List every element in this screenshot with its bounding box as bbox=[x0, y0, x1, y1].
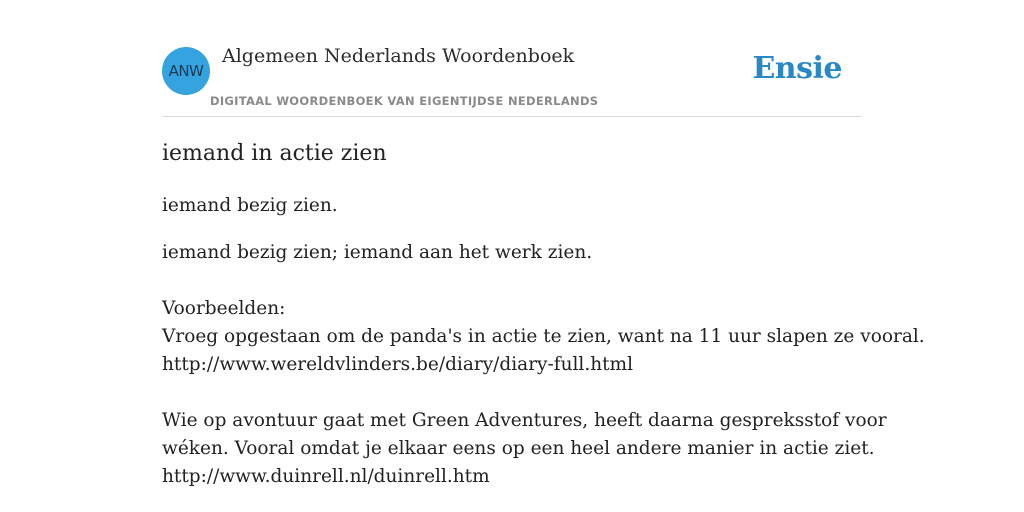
spacer bbox=[162, 379, 862, 407]
example-source: http://www.duinrell.nl/duinrell.htm bbox=[162, 466, 490, 487]
ensie-brand-logo[interactable]: Ensie bbox=[752, 51, 842, 86]
example-text: Vroeg opgestaan om de panda's in actie te zien, want na 11 uur slapen ze vooral. bbox=[162, 326, 925, 347]
entry-title: iemand in actie zien bbox=[162, 141, 387, 166]
site-header bbox=[162, 0, 862, 117]
examples-label: Voorbeelden: bbox=[162, 298, 286, 319]
site-subtitle: DIGITAAL WOORDENBOEK VAN EIGENTIJDSE NEDERLANDS bbox=[210, 94, 599, 108]
example-source: http://www.wereldvlinders.be/diary/diary-full.html bbox=[162, 354, 634, 375]
example-text: Wie op avontuur gaat met Green Adventures, heeft daarna gespreksstof voor bbox=[162, 410, 887, 431]
full-definition: iemand bezig zien; iemand aan het werk zien. bbox=[162, 242, 593, 263]
example-text: wéken. Vooral omdat je elkaar eens op een heel andere manier in actie ziet. bbox=[162, 438, 875, 459]
site-title[interactable]: Algemeen Nederlands Woordenboek bbox=[222, 45, 575, 67]
anw-logo[interactable]: ANW bbox=[162, 47, 210, 95]
examples-section bbox=[162, 295, 925, 491]
entry-content bbox=[162, 138, 925, 491]
short-definition: iemand bezig zien. bbox=[162, 195, 338, 216]
